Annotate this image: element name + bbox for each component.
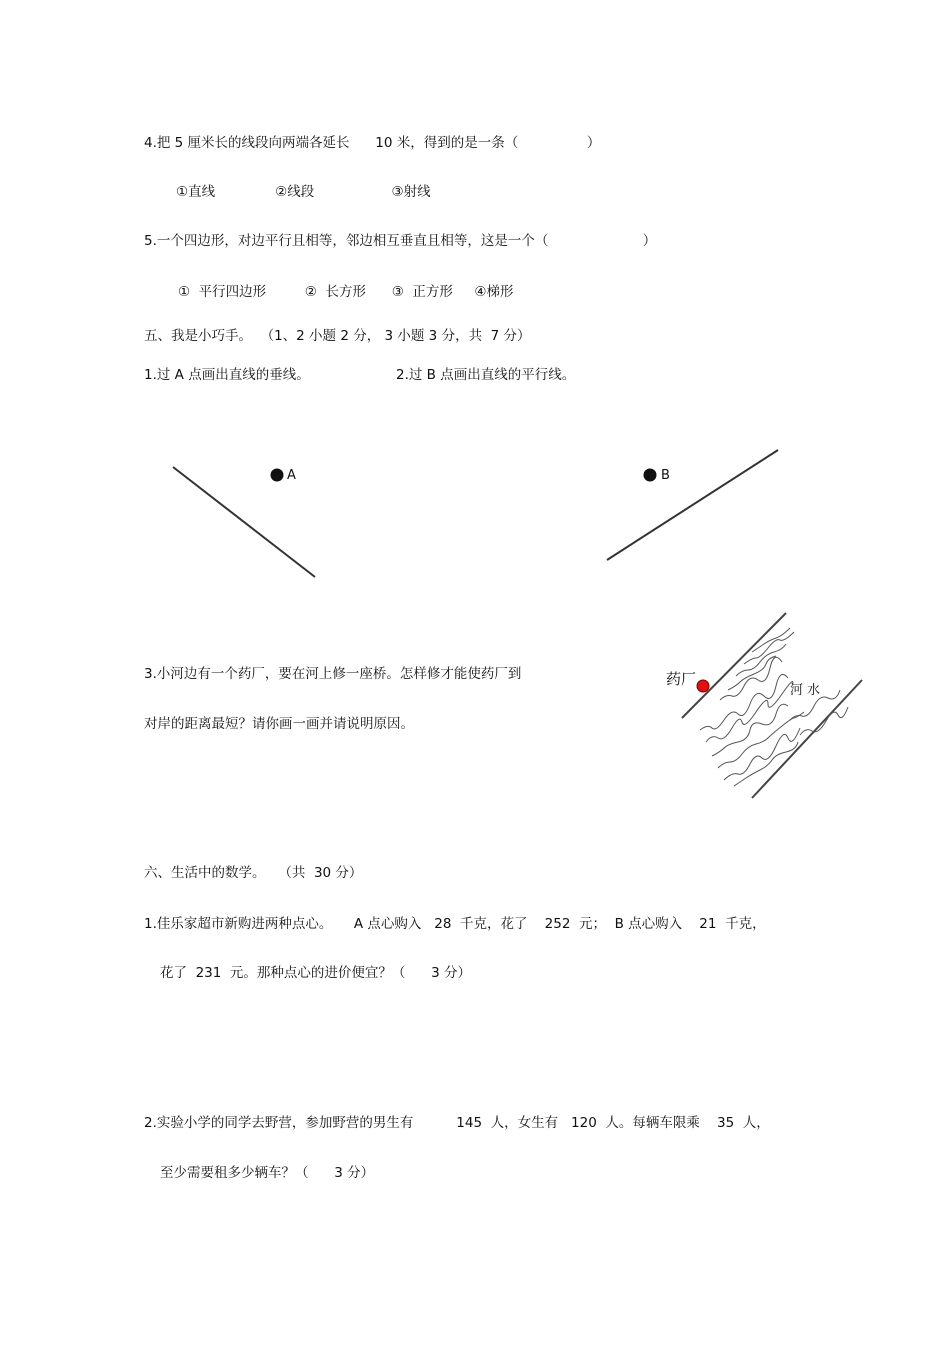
point-b-label: B: [661, 468, 670, 483]
river-water-ripples: [700, 628, 848, 786]
section-5-problem-2: 2.过 B 点画出直线的平行线。: [396, 367, 576, 383]
river-label: 河水: [790, 683, 825, 698]
section-5-problem-3-line-2: 对岸的距离最短？请你画一画并请说明原因。: [144, 716, 414, 732]
question-4-options: ①直线 ②线段 ③射线: [176, 184, 431, 200]
point-a-label: A: [287, 468, 296, 483]
factory-label: 药厂: [666, 670, 697, 688]
question-4-text: 4.把 5 厘米长的线段向两端各延长 10 米，得到的是一条（ ）: [144, 135, 601, 151]
factory-dot: [697, 680, 709, 692]
section-6-question-2-line-2: 至少需要租多少辆车？（ 3 分）: [160, 1165, 375, 1181]
section-6-question-1-line-1: 1.佳乐家超市新购进两种点心。 A 点心购入 28 千克，花了 252 元； B 点心购入 21 千克，: [144, 916, 766, 932]
section-6-question-1-line-2: 花了 231 元。那种点心的进价便宜？（ 3 分）: [160, 965, 472, 981]
section-5-problem-3-line-1: 3.小河边有一个药厂，要在河上修一座桥。怎样修才能使药厂到: [144, 666, 522, 682]
section-5-problem-1: 1.过 A 点画出直线的垂线。: [144, 367, 310, 383]
question-5-text: 5.一个四边形，对边平行且相等，邻边相互垂直且相等，这是一个（ ）: [144, 233, 657, 249]
section-6-title: 六、生活中的数学。 （共 30 分）: [144, 865, 363, 881]
question-5-options: ① 平行四边形 ② 长方形 ③ 正方形 ④梯形: [178, 284, 514, 300]
section-5-title: 五、我是小巧手。 （1、2 小题 2 分， 3 小题 3 分，共 7 分）: [144, 328, 531, 344]
section-6-question-2-line-1: 2.实验小学的同学去野营，参加野营的男生有 145 人，女生有 120 人。每辆车限乘 35 人，: [144, 1115, 770, 1131]
